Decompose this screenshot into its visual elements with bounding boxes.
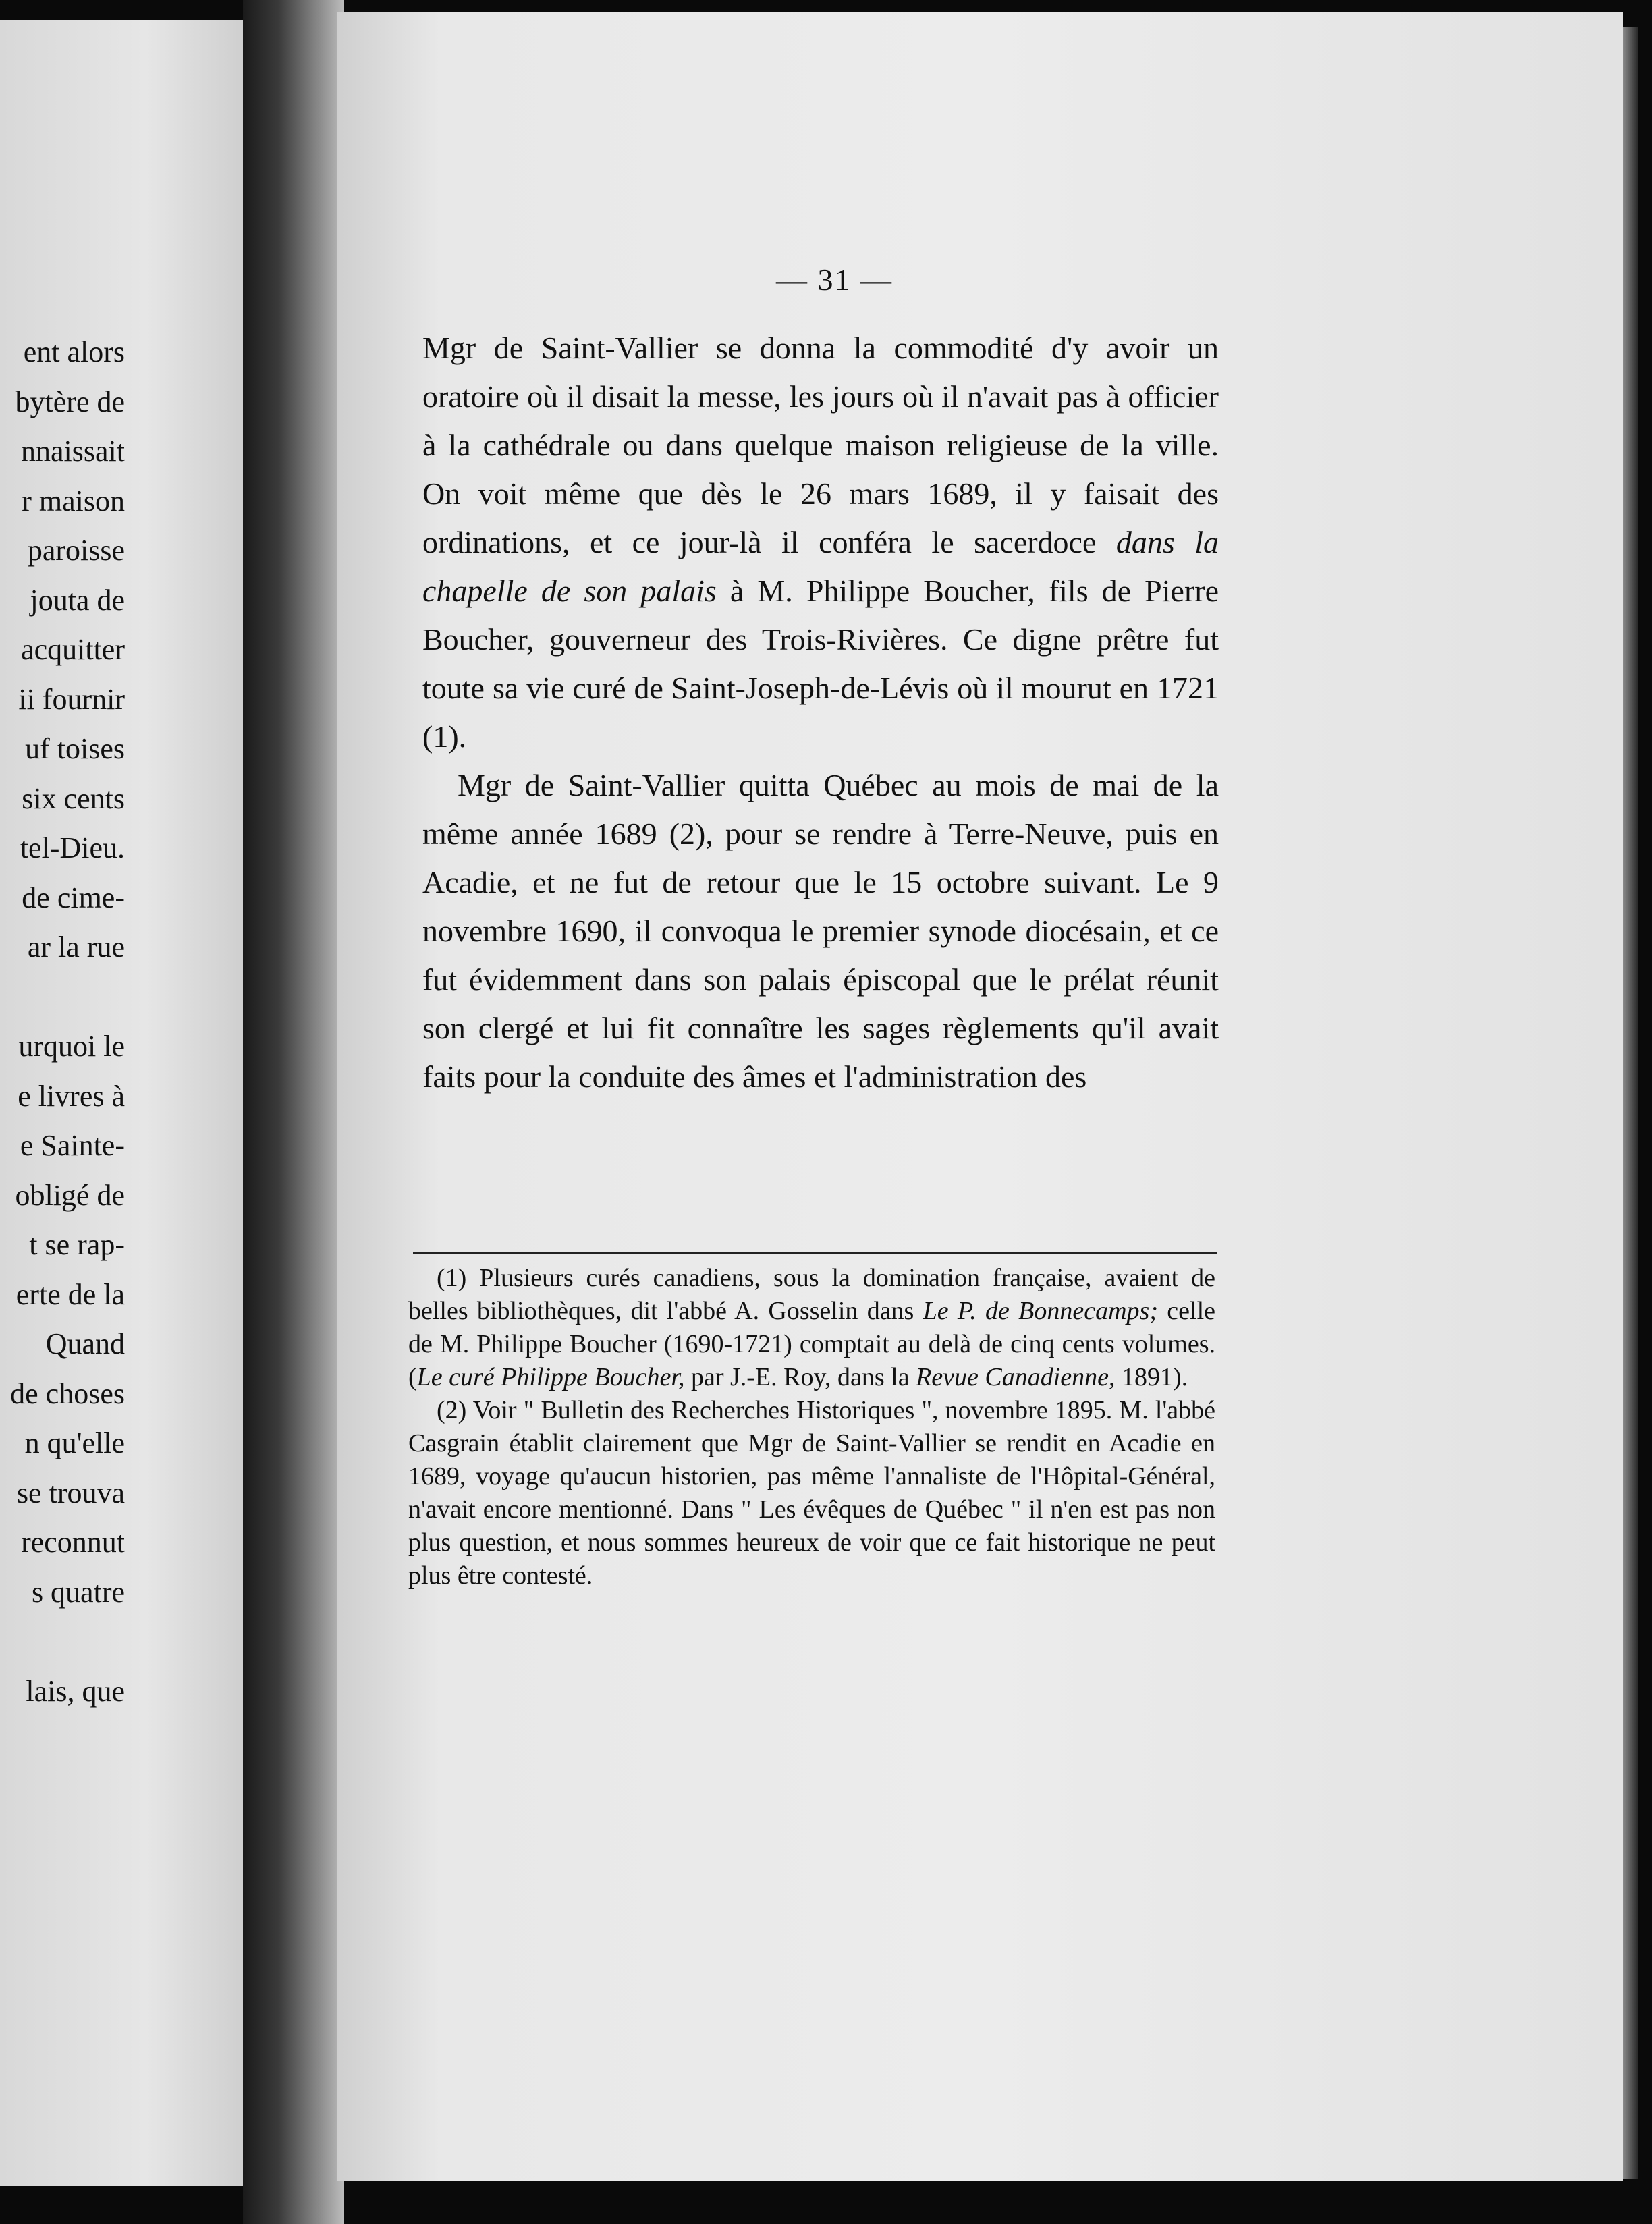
left-page-line: ar la rue bbox=[27, 930, 125, 964]
left-page-line: erte de la bbox=[16, 1277, 125, 1311]
footnote-1-italic-c: Revue Canadienne, bbox=[916, 1363, 1116, 1391]
left-page-line: lais, que bbox=[26, 1674, 125, 1708]
left-page bbox=[0, 20, 243, 2186]
left-page-line: e Sainte- bbox=[20, 1129, 125, 1162]
left-page-line: nnaissait bbox=[21, 435, 125, 468]
paragraph-1-italic: dans la chapelle de son palais bbox=[422, 525, 1219, 608]
paragraph-1 bbox=[422, 324, 1219, 761]
left-page-line: uf toises bbox=[25, 732, 125, 765]
left-page-line: jouta de bbox=[30, 583, 125, 617]
footnote-1-text-b: celle de M. Philippe Boucher (1690-1721) comptait au delà de cinq cents volumes. ( bbox=[408, 1297, 1216, 1391]
left-page-line: ii fournir bbox=[18, 682, 125, 716]
left-page-line: s quatre bbox=[31, 1575, 125, 1609]
footnotes bbox=[408, 1262, 1215, 1592]
left-page-line: reconnut bbox=[21, 1526, 125, 1559]
footnote-2: (2) Voir " Bulletin des Recherches Historiques ", novembre 1895. M. l'abbé Casgrain établit clairement que Mgr de Saint-Vallier se rendit en Acadie en 1689, voyage qu'aucun historien, pas même l'annaliste de l'Hôpital-Général, n'avait encore mentionné. Dans " Les évêques de Québec " il n'en est pas non plus question, et nous sommes heureux de voir que ce fait historique ne peut plus être contesté. bbox=[408, 1396, 1215, 1590]
left-page-line: de cime- bbox=[22, 881, 125, 914]
body-text bbox=[422, 324, 1219, 1101]
left-page-line: bytère de bbox=[15, 385, 125, 418]
left-page-line: acquitter bbox=[21, 633, 125, 666]
footnote-1-italic-a: Le P. de Bonnecamps; bbox=[923, 1297, 1159, 1325]
left-page-line: six cents bbox=[22, 781, 125, 815]
footnote-1 bbox=[408, 1262, 1215, 1394]
left-page-line: t se rap- bbox=[29, 1228, 125, 1261]
footnote-1-text-c: par J.-E. Roy, dans la bbox=[684, 1363, 916, 1391]
book-gutter bbox=[243, 0, 344, 2224]
left-page-line: Quand bbox=[45, 1327, 125, 1360]
left-page-line: n qu'elle bbox=[24, 1426, 125, 1460]
footnote-1-text-a: (1) Plusieurs curés canadiens, sous la domination française, avaient de belles bibliothèques, dit l'abbé A. Gosselin dans bbox=[408, 1264, 1215, 1325]
left-page-line: ent alors bbox=[23, 335, 125, 368]
left-page-line: e livres à bbox=[18, 1079, 125, 1113]
page-number: — 31 — bbox=[776, 262, 893, 297]
paragraph-1-text-b: à M. Philippe Boucher, fils de Pierre Boucher, gouverneur des Trois-Rivières. Ce digne prêtre fut toute sa vie curé de Saint-Joseph-de-Lévis où il mourut en 1721 (1). bbox=[422, 574, 1219, 754]
footnote-1-italic-b: Le curé Philippe Boucher, bbox=[416, 1363, 685, 1391]
left-page-line: urquoi le bbox=[18, 1030, 125, 1063]
footnote-1-text-d: 1891). bbox=[1115, 1363, 1188, 1391]
left-page-line: paroisse bbox=[27, 534, 125, 567]
footnote-rule bbox=[413, 1252, 1217, 1254]
paragraph-1-text-a: Mgr de Saint-Vallier se donna la commodité d'y avoir un oratoire où il disait la messe, les jours où il n'avait pas à officier à la cathédrale ou dans quelque maison religieuse de la ville. On voit même que dès le 26 mars 1689, il y faisait des ordinations, et ce jour-là il conféra le sacerdoce bbox=[422, 331, 1219, 559]
left-page-line: tel-Dieu. bbox=[20, 831, 125, 864]
left-page-line: r maison bbox=[22, 484, 125, 518]
page-edge bbox=[1623, 27, 1638, 2179]
paragraph-2: Mgr de Saint-Vallier quitta Québec au mois de mai de la même année 1689 (2), pour se rendre à Terre-Neuve, puis en Acadie, et ne fut de retour que le 15 octobre suivant. Le 9 novembre 1690, il convoqua le premier synode diocésain, et ce fut évidemment dans son palais épiscopal que le prélat réunit son clergé et lui fit connaître les sages règlements qu'il avait faits pour la conduite des âmes et l'administration des bbox=[422, 768, 1219, 1094]
left-page-line: de choses bbox=[10, 1377, 125, 1410]
left-page-line: obligé de bbox=[15, 1178, 125, 1212]
left-page-line: se trouva bbox=[16, 1476, 125, 1509]
